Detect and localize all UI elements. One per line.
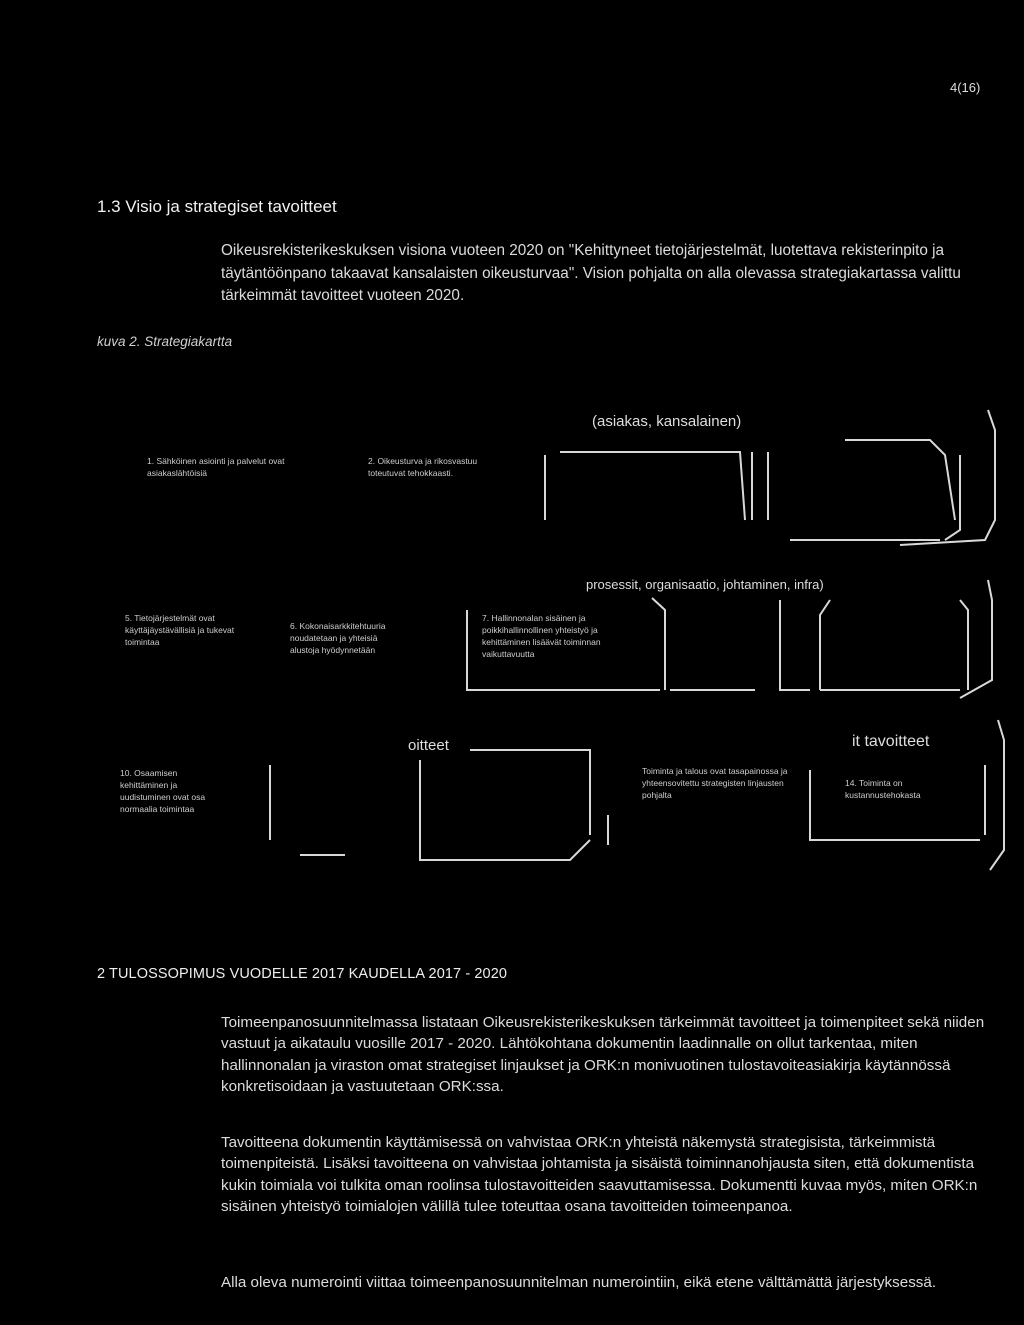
row1-header: (asiakas, kansalainen): [592, 413, 742, 430]
row3-header-right: it tavoitteet: [852, 733, 930, 750]
goal-6: 6. Kokonaisarkkitehtuuria noudatetaan ja yhteisiä alustoja hyödynnetään: [290, 621, 386, 655]
section-heading: 1.3 Visio ja strategiset tavoitteet: [97, 197, 337, 216]
paragraph-2: Tavoitteena dokumentin käyttämisessä on vahvistaa ORK:n yhteistä näkemystä strategisista, tärkeimmistä toimenpiteistä. Lisäksi tavoitteena on vahvistaa johtamista ja sisäistä toiminnanohjausta siten, että dokumentista kukin toimiala voi tulkita oman roolinsa tulostavoitteiden saavuttamisessa. Dokumentti kuvaa myös, miten ORK:n sisäinen yhteistyö toimialojen välillä tulee toteuttaa osana tavoitteiden toimeenpanoa.: [221, 1134, 978, 1215]
page-number: 4(16): [950, 80, 981, 95]
paragraph-3: Alla oleva numerointi viittaa toimeenpanosuunnitelman numerointiin, eikä etene välttämättä järjestyksessä.: [221, 1274, 937, 1291]
paragraph-1: Toimeenpanosuunnitelmassa listataan Oikeusrekisterikeskuksen tärkeimmät tavoitteet ja toimenpiteet sekä niiden vastuut ja aikataulu vuosille 2017 - 2020. Lähtökohtana dokumentin laadinnalle on ollut tarkentaa, miten hallinnonalan ja viraston omat strategiset linjaukset ja ORK:n monivuotinen tulostavoiteasiakirja käytännössä konkretisoidaan ja vastuutetaan ORK:ssa.: [221, 1014, 985, 1095]
goal-1: 1. Sähköinen asiointi ja palvelut ovat asiakaslähtöisiä: [147, 456, 285, 478]
goal-13: Toiminta ja talous ovat tasapainossa ja yhteensovitettu strategisten linjausten pohjalta: [642, 766, 788, 800]
intro-paragraph: Oikeusrekisterikeskuksen visiona vuoteen 2020 on "Kehittyneet tietojärjestelmät, luotettava rekisterinpito ja täytäntöönpano takaavat kansalaisten oikeusturvaa". Vision pohjalta on alla olevassa strategiakartassa valittu tärkeimmät tavoitteet vuoteen 2020.: [221, 242, 961, 304]
goal-7: 7. Hallinnonalan sisäinen ja poikkihallinnollinen yhteistyö ja kehittäminen lisäävät toiminnan vaikuttavuutta: [482, 613, 601, 659]
goal-2: 2. Oikeusturva ja rikosvastuu toteutuvat tehokkaasti.: [368, 456, 478, 478]
goal-14: 14. Toiminta on kustannustehokasta: [845, 778, 921, 800]
goal-5: 5. Tietojärjestelmät ovat käyttäjäystävällisiä ja tukevat toimintaa: [125, 613, 235, 647]
figure-caption: kuva 2. Strategiakartta: [97, 334, 233, 349]
row3-header-left: oitteet: [408, 737, 449, 754]
goal-10: 10. Osaamisen kehittäminen ja uudistuminen ovat osa normaalia toimintaa: [120, 768, 206, 814]
section2-heading: 2 TULOSSOPIMUS VUODELLE 2017 KAUDELLA 2017 - 2020: [97, 966, 508, 982]
row2-header: prosessit, organisaatio, johtaminen, infra): [586, 577, 824, 592]
